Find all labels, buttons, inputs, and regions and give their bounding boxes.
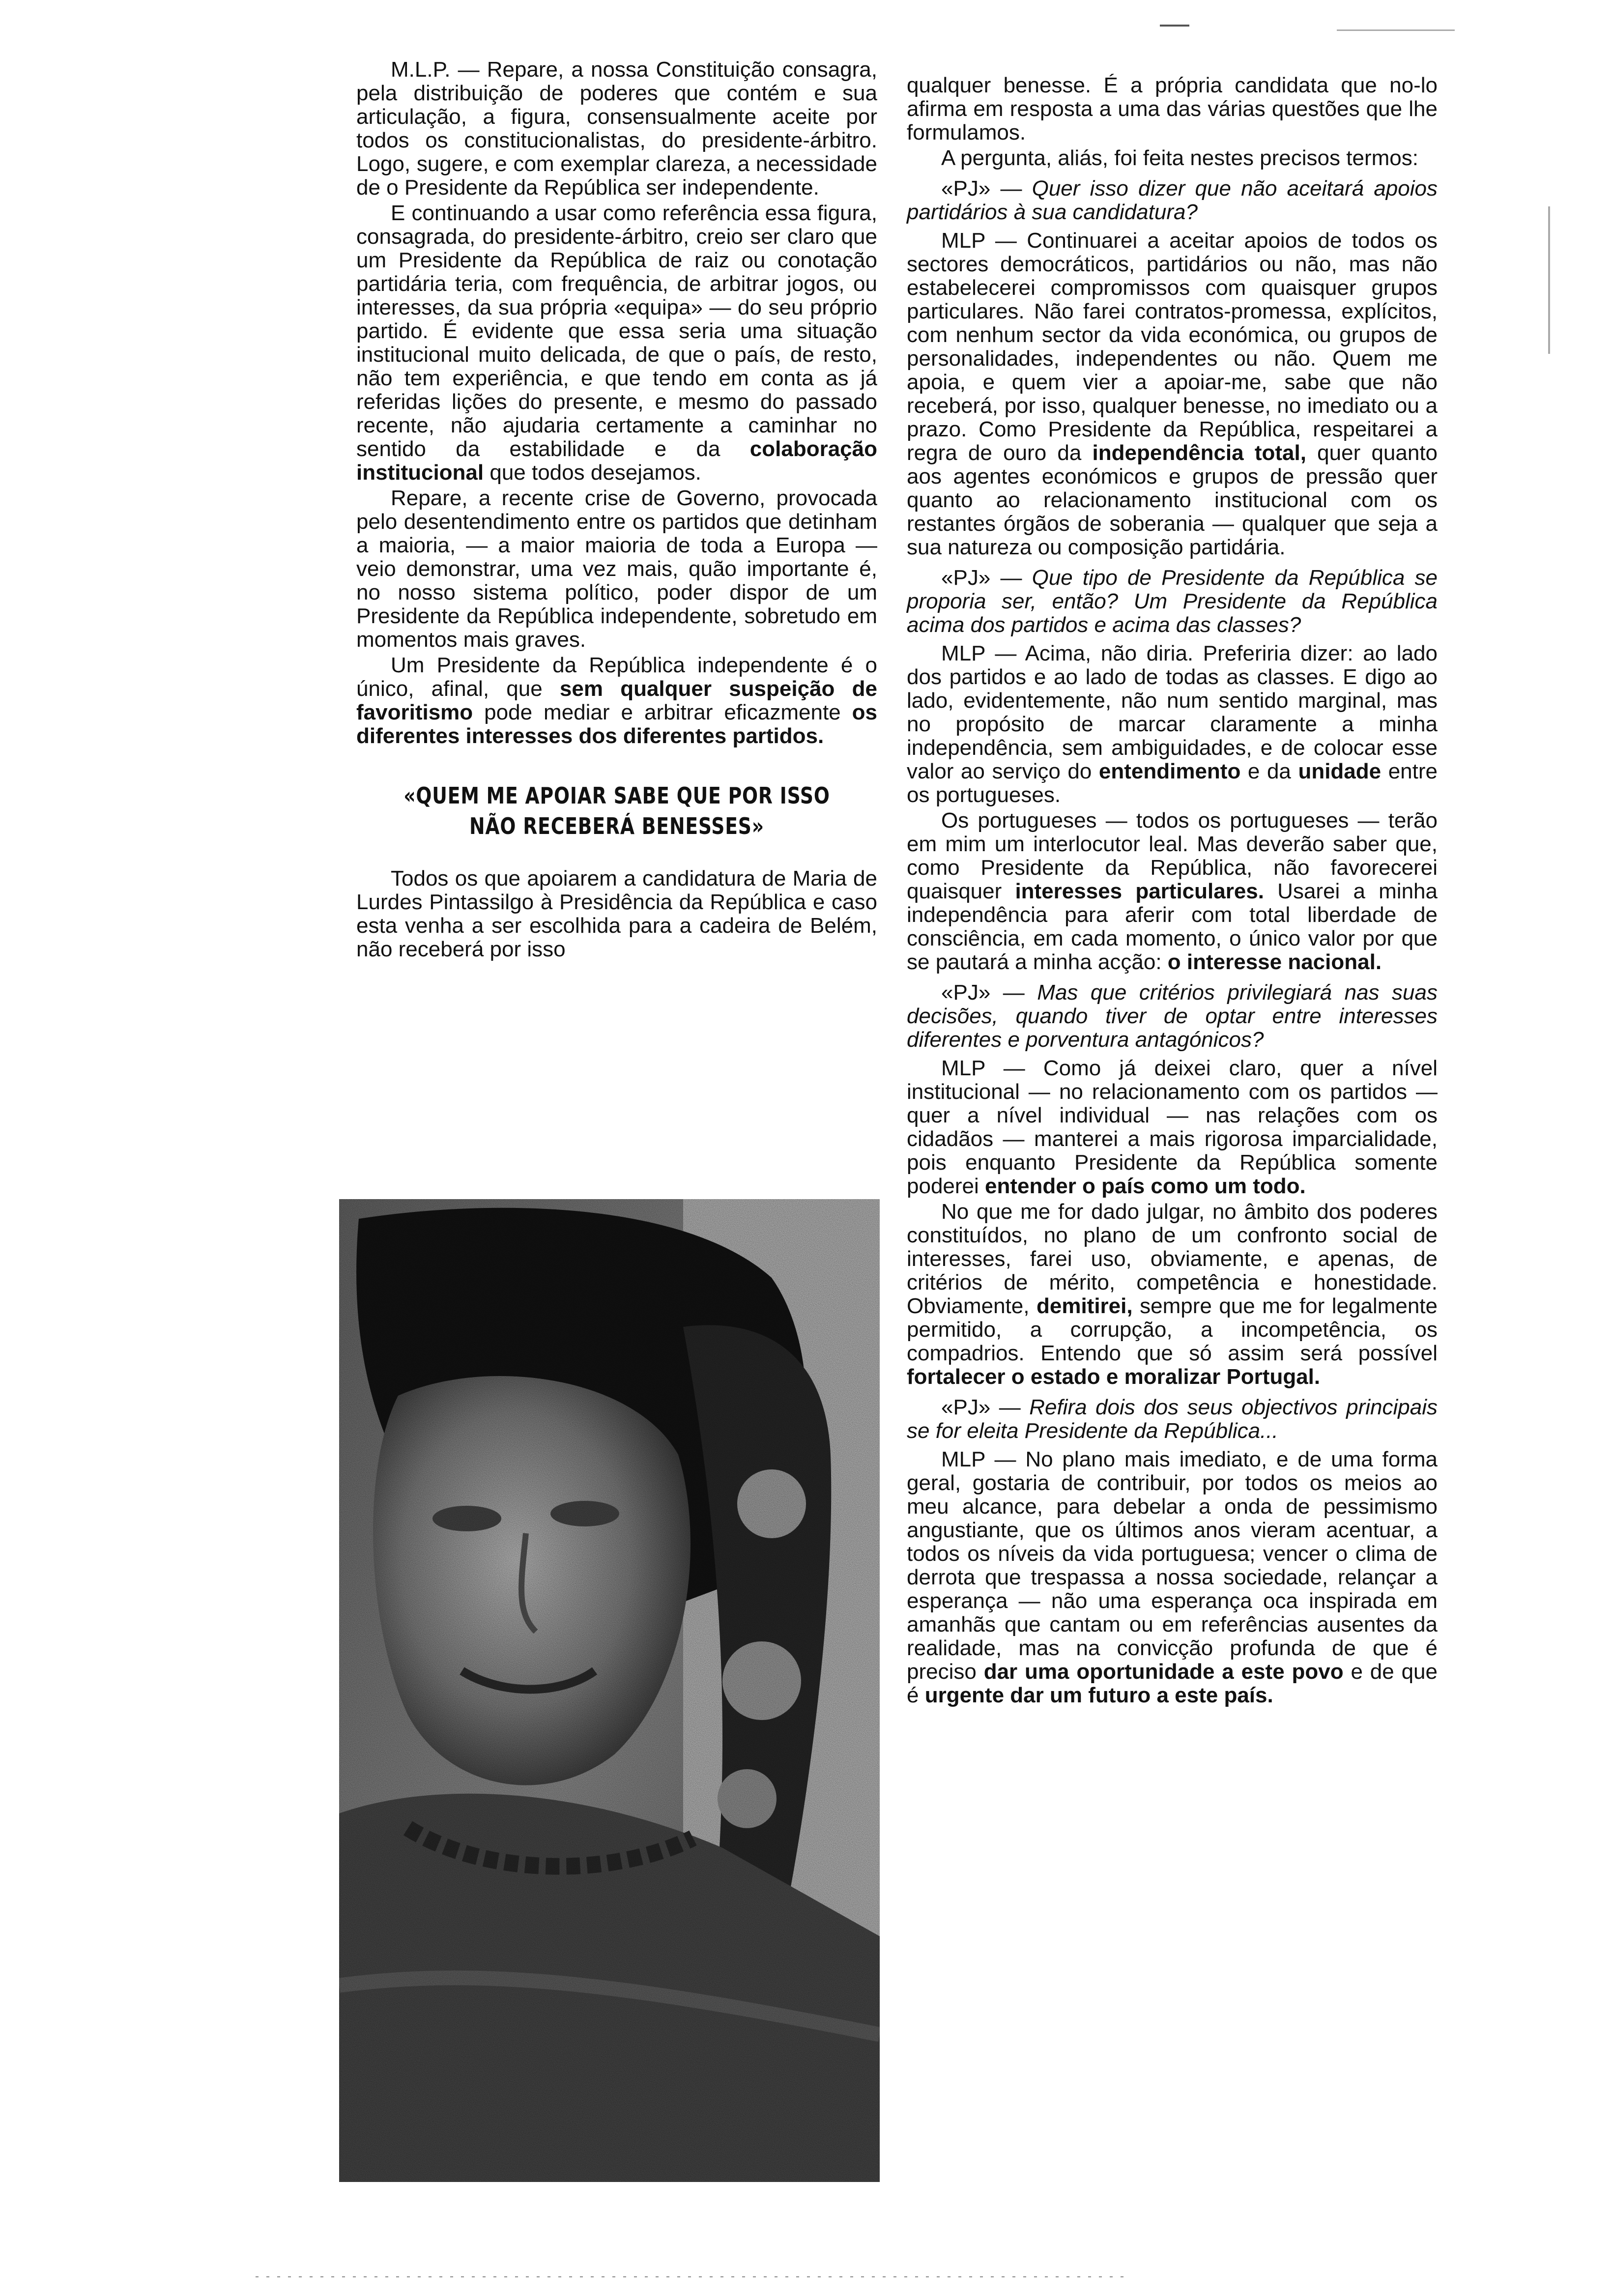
text-run: Um Presidente da República independente é o único, afinal, que (356, 653, 877, 701)
bold-phrase: o interesse nacional. (1167, 950, 1382, 974)
headline-line: NÃO RECEBERÁ BENESSES» (469, 813, 764, 839)
text-run: M.L.P. — Repare, a nossa Constituição consagra, pela distribuição de poderes que contém e sua articulação, a figura, consensualmente aceite por todos os constitucionalistas, do presidente-árbitro. Logo, sugere, e com exemplar clareza, a necessidade de o Presidente da República ser independente. (356, 57, 877, 200)
section-headline (403, 780, 830, 841)
interview-question (907, 177, 1438, 224)
bottom-edge-marks (256, 2276, 1130, 2277)
text-run: qualquer benesse. É a própria candidata que no-lo afirma em resposta a uma das várias questões que lhe formulamos. (907, 73, 1438, 144)
interview-question (907, 566, 1438, 637)
speaker-tag: «PJ» — (941, 1395, 1030, 1419)
paragraph (356, 487, 877, 652)
text-run: E continuando a usar como referência essa figura, consagrada, do presidente-árbitro, creio ser claro que um Presidente da República de raiz ou conotação partidária teria, com frequência, de arbitrar jogos, ou interesses, da sua própria «equipa» — do seu próprio partido. É evidente que essa seria uma situação institucional muito delicada, de que o país, de resto, não tem experiência, e que tendo em conta as já referidas lições do presente, e mesmo do passado recente, não ajudaria certamente a caminhar no sentido da estabilidade e da (356, 201, 877, 461)
left-column (356, 58, 877, 963)
text-run: Repare, a recente crise de Governo, provocada pelo desentendimento entre os partidos que detinham a maioria, — a maior maioria de toda a Europa — veio demonstrar, uma vez mais, quão importante é, no nosso sistema político, poder dispor de um Presidente da República independente, sobretudo em momentos mais graves. (356, 486, 877, 652)
paragraph (907, 809, 1438, 974)
text-run: A pergunta, aliás, foi feita nestes precisos termos: (941, 146, 1418, 170)
text-run: MLP — Acima, não diria. Preferiria dizer: ao lado dos partidos e ao lado de todas as classes. E digo ao lado, evidentemente, não num sentido marginal, mas no propósito de marcar claramente a minha independência, sem ambiguidades, e de colocar esse valor ao serviço do (907, 641, 1438, 783)
text-run: MLP — Como já deixei claro, quer a nível institucional — no relacionamento com os partidos — quer a nível individual — nas relações com os cidadãos — manterei a mais rigorosa imparcialidade, pois enquanto Presidente da República somente poderei (907, 1056, 1438, 1198)
paragraph (907, 74, 1438, 144)
bold-phrase: dar uma oportunidade a este povo (983, 1660, 1344, 1684)
text-run: No que me for dado julgar, no âmbito dos poderes constituídos, no plano de um confronto social de interesses, farei uso, obviamente, e apenas, de critérios de mérito, competência e honestidade. Obviamente, (907, 1200, 1438, 1318)
paragraph (356, 58, 877, 200)
bold-phrase: entendimento (1098, 759, 1241, 783)
text-run: Todos os que apoiarem a candidatura de Maria de Lurdes Pintassilgo à Presidência da República e caso esta venha a ser escolhida para a cadeira de Belém, não receberá por isso (356, 866, 877, 961)
paragraph (356, 201, 877, 485)
speaker-tag: «PJ» — (941, 980, 1037, 1004)
interview-question (907, 1396, 1438, 1443)
bold-phrase: urgente dar um futuro a este país. (924, 1683, 1273, 1707)
bold-phrase: entender o país como um todo. (985, 1174, 1306, 1198)
bold-phrase: interesses particulares. (1015, 879, 1264, 903)
text-run: Os portugueses — todos os portugueses — terão em mim um interlocutor leal. Mas deverão saber que, como Presidente da República, não favorecerei quaisquer (907, 808, 1438, 903)
text-run: Que tipo de Presidente da República se proporia ser, então? Um Presidente da República acima dos partidos e acima das classes? (907, 566, 1438, 637)
text-run: e de que é (907, 1660, 1438, 1707)
paragraph (907, 1200, 1438, 1389)
text-run: MLP — No plano mais imediato, e de uma forma geral, gostaria de contribuir, por todos os meios ao meu alcance, para debelar a onda de pessimismo angustiante, que os últimos anos vieram acentuar, a todos os níveis da vida portuguesa; vencer o clima de derrota que trespassa a nossa sociedade, relançar a esperança — não uma esperança oca inspirada em amanhãs que cantam ou em referências ausentes da realidade, mas na convicção profunda de que é preciso (907, 1447, 1438, 1684)
headline-line: «QUEM ME APOIAR SABE QUE POR ISSO (403, 782, 830, 809)
bold-phrase: os diferentes interesses dos diferentes partidos. (356, 700, 877, 748)
text-run: Refira dois dos seus objectivos principais se for eleita Presidente da República... (907, 1395, 1438, 1443)
scan-speck (1160, 25, 1189, 27)
text-run: Mas que critérios privilegiará nas suas decisões, quando tiver de optar entre interesses diferentes e porventura antagónicos? (907, 980, 1438, 1052)
bold-phrase: unidade (1298, 759, 1382, 783)
scan-speck (1337, 29, 1455, 31)
text-run: entre os portugueses. (907, 759, 1438, 807)
scan-edge-mark (1548, 206, 1550, 354)
speaker-tag: «PJ» — (941, 566, 1032, 590)
paragraph (907, 1057, 1438, 1198)
text-run: sempre que me for legalmente permitido, a corrupção, a incompetência, os compadrios. Entendo que só assim será possível (907, 1294, 1438, 1365)
bold-phrase: demitirei, (1036, 1294, 1133, 1318)
text-run: pode mediar e arbitrar eficazmente (473, 700, 852, 724)
paragraph (356, 654, 877, 748)
paragraph (907, 1448, 1438, 1707)
paragraph (907, 642, 1438, 807)
speaker-tag: «PJ» — (941, 176, 1032, 201)
bold-phrase: independência total, (1092, 441, 1306, 465)
interview-question (907, 981, 1438, 1052)
paragraph (356, 867, 877, 961)
text-run: Usarei a minha independência para aferir com total liberdade de consciência, em cada momento, o único valor por que se pautará a minha acção: (907, 879, 1438, 974)
text-run: quer quanto aos agentes económicos e grupos de pressão quer quanto ao relacionamento institucional com os restantes órgãos de soberania — qualquer que seja a sua natureza ou composição partidária. (907, 441, 1438, 559)
paragraph (907, 229, 1438, 559)
text-run: MLP — Continuarei a aceitar apoios de todos os sectores democráticos, partidários ou não, mas não estabelecerei compromissos com quaisquer grupos particulares. Não farei contratos-promessa, explícitos, com nenhum sector da vida económica, ou grupos de personalidades, independentes ou não. Quem me apoia, e quem vier a apoiar-me, sabe que não receberá, por isso, qualquer benesse, no imediato ou a prazo. Como Presidente da República, respeitarei a regra de ouro da (907, 229, 1438, 465)
text-run: que todos desejamos. (484, 460, 701, 485)
text-run: e da (1240, 759, 1298, 783)
text-run: Quer isso dizer que não aceitará apoios partidários à sua candidatura? (907, 176, 1438, 224)
bold-phrase: fortalecer o estado e moralizar Portugal. (907, 1365, 1321, 1389)
right-column (907, 74, 1438, 1709)
bold-phrase: colaboração institucional (356, 437, 877, 485)
bold-phrase: sem qualquer suspeição de favoritismo (356, 677, 877, 724)
portrait-photo (339, 1199, 880, 2182)
paragraph (907, 146, 1438, 170)
